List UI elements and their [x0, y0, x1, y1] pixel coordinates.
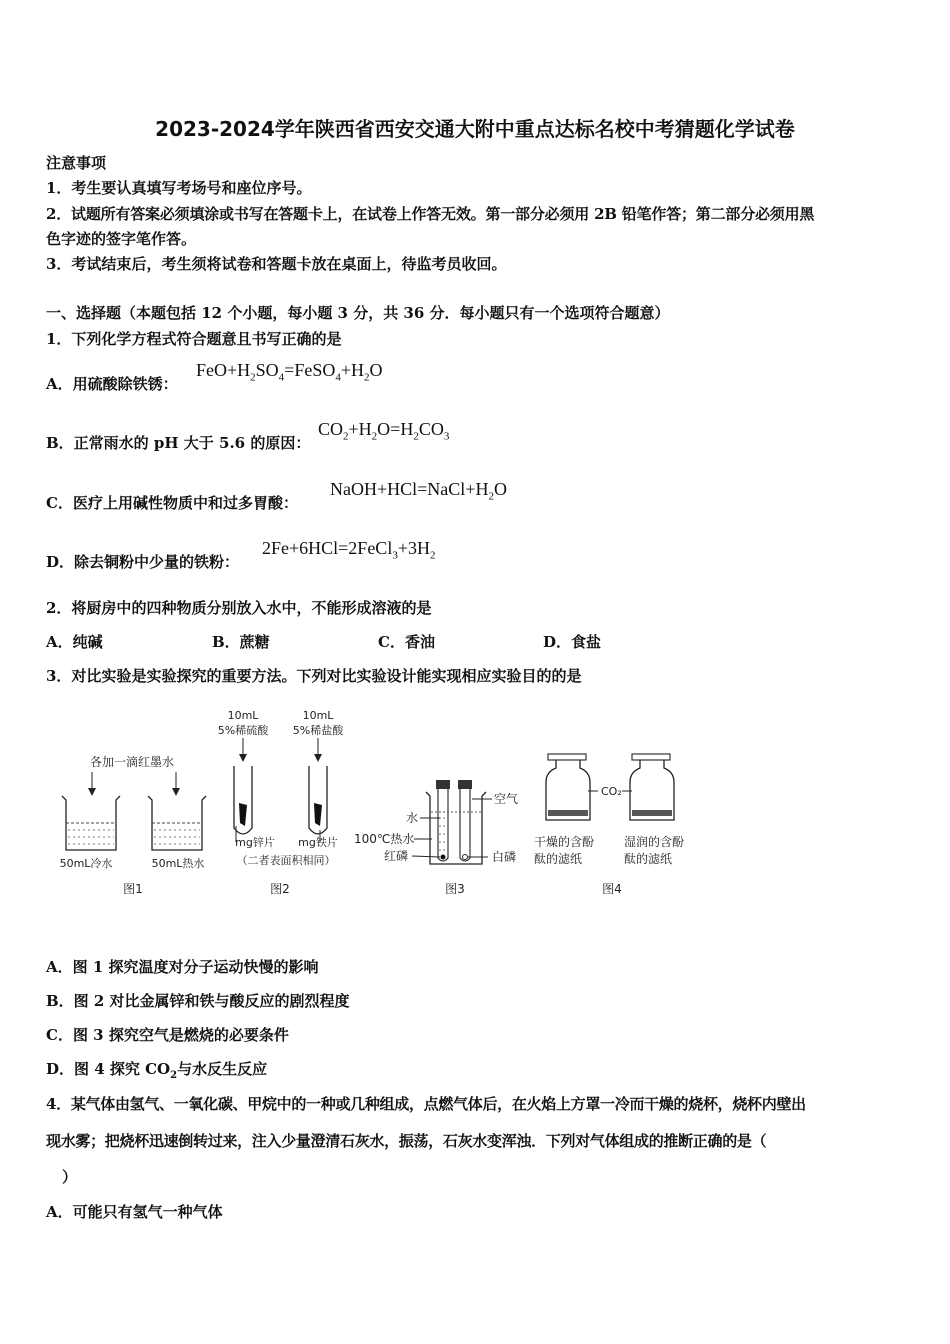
- fig1-top-label: 各加一滴红墨水: [89, 755, 175, 769]
- q4-stem-line2: 现水雾；把烧杯迅速倒转过来，注入少量澄清石灰水，振荡，石灰水变浑浊．下列对气体组成的推断正确的是（: [46, 1132, 767, 1150]
- q2-option-a: A．纯碱: [46, 633, 103, 651]
- hot-water-beaker: [426, 792, 486, 864]
- fig3-hot-water-label: 100℃热水: [354, 832, 415, 846]
- fig2-caption: 图2: [270, 882, 290, 896]
- fig4-dry-line2: 酞的滤纸: [534, 852, 583, 866]
- stopper-left: [436, 780, 450, 789]
- fig2-acid1-volume: 10mL: [227, 709, 259, 722]
- iron-strip: [314, 803, 322, 826]
- fig4-wet-line2: 酞的滤纸: [624, 852, 673, 866]
- fig2-acid1-name: 5%稀硫酸: [217, 724, 269, 737]
- fig2-zinc-label: mg锌片: [235, 836, 275, 849]
- q2-option-b: B．蔗糖: [212, 633, 270, 651]
- tube-right: [460, 789, 470, 861]
- notice-line-2b: 色字迹的签字笔作答。: [46, 230, 197, 248]
- notice-line-2a: 2．试题所有答案必须填涂或书写在答题卡上，在试卷上作答无效。第一部分必须用 2B 铅笔作答；第二部分必须用黑: [46, 205, 815, 223]
- bottle-2-lid: [632, 754, 670, 760]
- zinc-strip: [239, 803, 247, 826]
- q1-option-c-label: C．医疗上用碱性物质中和过多胃酸：: [46, 494, 298, 512]
- q1-option-c-formula: $NaOH+HCl=NaCl+H_2O$: [330, 479, 507, 503]
- page-title: 2023-2024学年陕西省西安交通大附中重点达标名校中考猜题化学试卷: [155, 117, 795, 141]
- q1-option-d-label: D．除去铜粉中少量的铁粉：: [46, 553, 240, 571]
- q2-stem: 2．将厨房中的四种物质分别放入水中，不能形成溶液的是: [46, 599, 432, 617]
- q2-option-c: C．香油: [378, 633, 435, 651]
- fig2-acid2-volume: 10mL: [302, 709, 334, 722]
- q3-option-b: B．图 2 对比金属锌和铁与酸反应的剧烈程度: [46, 992, 350, 1010]
- fig3-red-p-label: 红磷: [384, 849, 409, 863]
- fig3-caption: 图3: [445, 882, 465, 896]
- q1-option-a-label: A．用硫酸除铁锈：: [46, 375, 178, 393]
- fig3-air-label: 空气: [494, 792, 519, 806]
- bottle-2-paper: [632, 810, 672, 816]
- figure-4: [534, 754, 684, 896]
- section-heading: 一、选择题（本题包括 12 个小题，每小题 3 分，共 36 分．每小题只有一个选项符合题意）: [46, 304, 670, 322]
- figure-1: [60, 754, 206, 896]
- fig3-water-label: 水: [406, 811, 419, 825]
- fig4-dry-line1: 干燥的含酚: [534, 835, 595, 849]
- q3-option-a: A．图 1 探究温度对分子运动快慢的影响: [46, 958, 319, 976]
- q1-stem: 1．下列化学方程式符合题意且书写正确的是: [46, 330, 342, 348]
- figure-2: [218, 709, 344, 896]
- bottle-1-lid: [548, 754, 586, 760]
- stopper-right: [458, 780, 472, 789]
- q3-option-d: D．图 4 探究 $CO_2$与水反生反应: [46, 1060, 268, 1081]
- q4-stem-line1: 4．某气体由氢气、一氧化碳、甲烷中的一种或几种组成，点燃气体后，在火焰上方罩一冷而干燥的烧杯，烧杯内壁出: [46, 1095, 806, 1113]
- q4-stem-line3: ）: [62, 1168, 78, 1186]
- fig4-co2-label: CO₂: [601, 785, 622, 798]
- q1-option-b-label: B．正常雨水的 pH 大于 5.6 的原因：: [46, 434, 311, 452]
- q3-option-c: C．图 3 探究空气是燃烧的必要条件: [46, 1026, 289, 1044]
- bottle-1-paper: [548, 810, 588, 816]
- q4-option-a: A．可能只有氢气一种气体: [46, 1203, 223, 1221]
- fig2-acid2-name: 5%稀盐酸: [292, 724, 344, 737]
- fig3-white-p-label: 白磷: [492, 850, 517, 864]
- red-phosphorus: [441, 855, 446, 860]
- fig1-hot-label: 50mL热水: [151, 857, 205, 870]
- notice-line-3: 3．考试结束后，考生须将试卷和答题卡放在桌面上，待监考员收回。: [46, 255, 507, 273]
- figure-3: [354, 780, 518, 896]
- q1-option-a-formula: $FeO+H_2SO_4=FeSO_4+H_2O$: [196, 360, 383, 384]
- fig1-cold-label: 50mL冷水: [59, 857, 113, 870]
- q3-figures: [0, 700, 950, 905]
- fig2-note: （二者表面积相同）: [236, 854, 336, 867]
- q2-option-d: D．食盐: [543, 633, 602, 651]
- fig1-caption: 图1: [123, 882, 143, 896]
- notice-heading: 注意事项: [46, 154, 107, 172]
- notice-line-1: 1．考生要认真填写考场号和座位序号。: [46, 179, 312, 197]
- q3-stem: 3．对比实验是实验探究的重要方法。下列对比实验设计能实现相应实验目的的是: [46, 667, 582, 685]
- q1-option-b-formula: $CO_2+H_2O=H_2CO_3$: [318, 419, 450, 443]
- fig2-iron-label: mg铁片: [298, 836, 338, 849]
- fig4-caption: 图4: [602, 882, 622, 896]
- fig4-wet-line1: 湿润的含酚: [624, 835, 685, 849]
- white-phosphorus: [463, 855, 468, 860]
- q1-option-d-formula: $2Fe+6HCl=2FeCl_3+3H_2$: [262, 538, 436, 562]
